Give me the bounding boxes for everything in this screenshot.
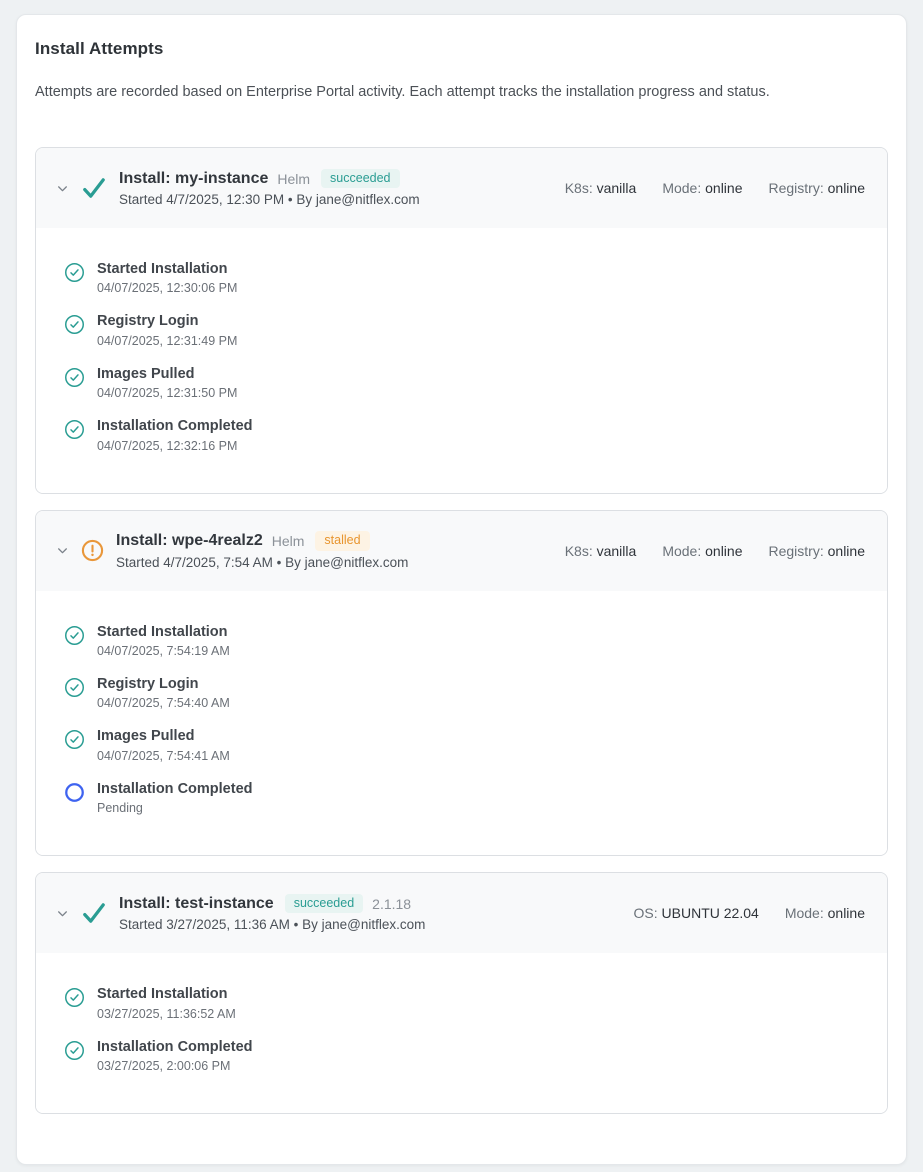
step-label: Images Pulled — [97, 365, 195, 382]
step-time: Pending — [97, 801, 143, 816]
attempt-title: Install: my-instance — [119, 169, 269, 187]
step-label: Started Installation — [97, 986, 228, 1003]
meta-label: Registry: — [768, 542, 828, 559]
meta-label: Registry: — [768, 180, 828, 196]
attempt-type-label: Helm — [277, 170, 311, 187]
step-label: Registry Login — [97, 675, 199, 692]
step-label: Installation Completed — [97, 1038, 253, 1055]
step-check-icon — [64, 1040, 85, 1061]
attempts-list — [35, 147, 888, 1114]
meta-item — [565, 180, 637, 196]
meta-value: online — [705, 180, 743, 196]
attempt-timeline — [36, 228, 887, 493]
step-pending-icon — [64, 782, 85, 803]
install-attempt-card — [35, 872, 888, 1114]
chevron-down-icon[interactable] — [56, 182, 69, 195]
status-badge: succeeded — [321, 169, 399, 189]
meta-value: online — [827, 905, 865, 922]
timeline-step — [64, 624, 867, 658]
meta-value: online — [827, 180, 865, 196]
attempt-timeline — [36, 953, 887, 1113]
step-label: Started Installation — [97, 623, 228, 640]
step-time: 03/27/2025, 2:00:06 PM — [97, 1058, 231, 1073]
chevron-down-icon[interactable] — [56, 907, 69, 920]
attempt-subtitle: Started 3/27/2025, 11:36 AM • By jane@nitflex.com — [119, 917, 426, 933]
timeline-step — [64, 781, 867, 815]
step-label: Started Installation — [97, 261, 228, 277]
meta-item — [662, 543, 742, 559]
meta-value: online — [705, 542, 743, 559]
attempt-type-label: Helm — [271, 533, 305, 550]
step-time: 03/27/2025, 11:36:52 AM — [97, 1006, 236, 1021]
attempt-header[interactable] — [36, 148, 887, 228]
page-title: Install Attempts — [35, 39, 164, 58]
status-badge: stalled — [315, 531, 369, 551]
meta-item — [565, 543, 637, 559]
meta-label: Mode: — [662, 542, 706, 559]
step-label: Installation Completed — [97, 780, 253, 797]
step-time: 04/07/2025, 12:32:16 PM — [97, 438, 238, 453]
attempt-timeline — [36, 591, 887, 856]
step-check-icon — [64, 367, 85, 388]
attempt-meta — [614, 905, 865, 921]
timeline-step — [64, 728, 867, 762]
attempt-title: Install: test-instance — [119, 894, 274, 912]
attempt-header[interactable] — [36, 511, 887, 591]
timeline-step — [64, 366, 867, 400]
meta-value: online — [827, 542, 865, 559]
step-check-icon — [64, 262, 85, 283]
meta-label: K8s: — [564, 180, 597, 196]
attempt-header[interactable] — [36, 873, 887, 953]
meta-item — [769, 180, 866, 196]
step-time: 04/07/2025, 12:31:49 PM — [97, 333, 238, 348]
timeline-step — [64, 261, 867, 295]
timeline-step — [64, 313, 867, 347]
page-description: Attempts are recorded based on Enterprise Portal activity. Each attempt tracks the installation progress and status. — [35, 84, 770, 100]
attempt-title: Install: wpe-4realz2 — [116, 532, 263, 550]
step-time: 04/07/2025, 12:30:06 PM — [97, 281, 238, 296]
install-attempt-card — [35, 147, 888, 494]
attempt-subtitle: Started 4/7/2025, 7:54 AM • By jane@nitflex.com — [116, 554, 409, 570]
attempt-version: 2.1.18 — [372, 895, 412, 912]
check-icon — [81, 900, 107, 926]
step-check-icon — [64, 729, 85, 750]
step-time: 04/07/2025, 7:54:19 AM — [97, 643, 230, 658]
timeline-step — [64, 986, 867, 1020]
timeline-step — [64, 676, 867, 710]
chevron-down-icon[interactable] — [56, 544, 69, 557]
step-label: Registry Login — [97, 313, 199, 330]
step-check-icon — [64, 625, 85, 646]
step-label: Installation Completed — [97, 418, 253, 435]
step-time: 04/07/2025, 12:31:50 PM — [97, 386, 238, 401]
step-check-icon — [64, 419, 85, 440]
check-icon — [81, 175, 107, 201]
warning-icon — [81, 539, 104, 562]
step-time: 04/07/2025, 7:54:41 AM — [97, 748, 230, 763]
attempt-subtitle: Started 4/7/2025, 12:30 PM • By jane@nitflex.com — [119, 192, 420, 208]
meta-label: OS: — [633, 905, 662, 922]
step-time: 04/07/2025, 7:54:40 AM — [97, 696, 230, 711]
step-label: Images Pulled — [97, 728, 195, 745]
meta-label: Mode: — [662, 180, 706, 196]
install-attempt-card — [35, 510, 888, 857]
meta-label: K8s: — [564, 542, 597, 559]
meta-item — [785, 905, 865, 921]
step-check-icon — [64, 314, 85, 335]
meta-item — [662, 180, 742, 196]
timeline-step — [64, 1039, 867, 1073]
status-badge: succeeded — [285, 894, 363, 914]
attempt-meta — [545, 543, 865, 559]
meta-label: Mode: — [784, 905, 828, 922]
meta-value: UBUNTU 22.04 — [661, 905, 759, 922]
attempt-meta — [545, 180, 865, 196]
step-check-icon — [64, 677, 85, 698]
install-attempts-panel — [16, 14, 907, 1165]
meta-item — [634, 905, 759, 921]
meta-item — [769, 543, 866, 559]
timeline-step — [64, 418, 867, 452]
meta-value: vanilla — [596, 542, 637, 559]
step-check-icon — [64, 987, 85, 1008]
meta-value: vanilla — [596, 180, 637, 196]
